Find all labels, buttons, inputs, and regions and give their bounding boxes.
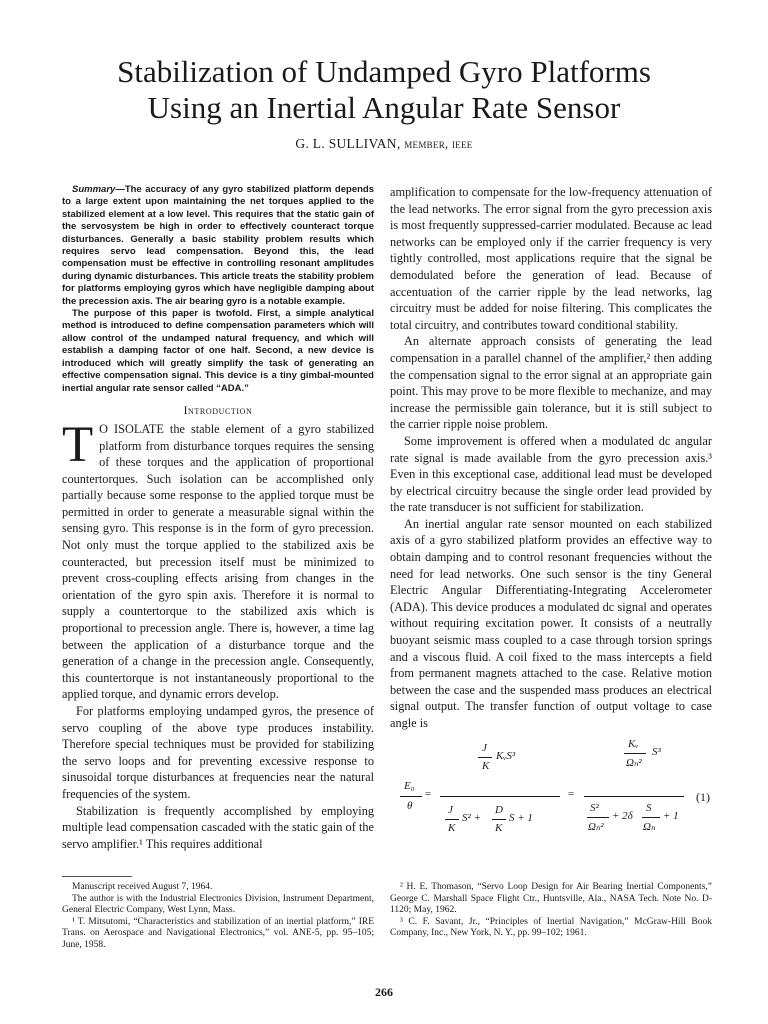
summary-paragraph-2: The purpose of this paper is twofold. First, a simple analytical method is introduced to define compensation parameters which will allow control of the undamped natural frequency, and which will establish a damping factor of one half. Second, a new device is introduced which will greatly simplify the task of generating an effective compensation signal. This device is a tiny gimbal-mounted inertial angular rate sensor called “ADA.” <box>62 308 374 394</box>
eq-mid-den-tail: S + 1 <box>509 811 533 824</box>
eq-mid-num-j: J <box>482 741 487 754</box>
paper-title <box>40 54 728 126</box>
right-column <box>390 184 712 852</box>
eq-lhs-fraction-bar <box>400 796 422 797</box>
eq-right-den-bar-1 <box>587 817 609 818</box>
footnote-2: ² H. E. Thomason, “Servo Loop Design for Air Bearing Inertial Components,” George C. Marshall Space Flight Ctr., Huntsville, Ala., NASA Tech. Note No. D-1120; May, 1962. <box>390 882 712 916</box>
eq-right-den-s2: S² <box>590 801 599 814</box>
right-paragraph-1: amplification to compensate for the low-frequency attenuation of the lead networks. The error signal from the gyro precession axis is most frequently suppressed-carrier modulated. Because ac lead networks can be employed only if the carrier frequency is very tightly controlled, most applications require that the signal be demodulated before the generation of lead. Because of accentuation of the carrier ripple by the lead networks, lag circuitry must be added for noise filtering. This complicates the total circuitry, and contributes toward conditional stability. <box>390 185 712 332</box>
author-line <box>40 136 728 152</box>
right-column-body <box>390 184 712 732</box>
author-name: G. L. SULLIVAN, <box>295 136 401 151</box>
title-line-2: Using an Inertial Angular Rate Sensor <box>147 90 621 125</box>
drop-cap: T <box>62 416 94 473</box>
eq-right-num-kv: Kᵥ <box>628 737 639 750</box>
eq-right-den-s: S <box>646 801 652 814</box>
eq-mid-den-bar-2 <box>492 819 506 820</box>
introduction-body <box>62 416 374 852</box>
footnote-author: The author is with the Industrial Electronics Division, Instrument Department, General Electric Company, West Lynn, Mass. <box>62 893 374 916</box>
eq-lhs-denominator: θ <box>407 799 413 812</box>
summary-paragraph-1: —The accuracy of any gyro stabilized platform depends to a large extent upon maintaining the net torques applied to the stabilized element at a low level. This requires that the static gain of the servosystem be high in order to effectively counteract torque disturbances. Generally a basic stability problem results which requires servo lead compensation. Beyond this, the lead compensation must be effective in controlling resonant amplitudes during dynamic disturbances. This article treats the stability problem for platforms employing gyros which have negligible damping about the precession axis. The air bearing gyro is a notable example. <box>62 184 374 307</box>
eq-right-fraction-bar <box>584 796 684 797</box>
summary-abstract <box>62 184 374 395</box>
intro-paragraph-2: For platforms employing undamped gyros, the presence of servo coupling of the above type produces instability. Therefore special techniques must be provided for stabilizing the servo loops and for preventing excessive response to sinusoidal torque disturbances at frequencies near the natural frequencies of the system. <box>62 704 374 801</box>
left-column <box>62 184 374 852</box>
eq-mid-num-bar <box>478 757 492 758</box>
eq-mid-num-k: K <box>482 759 490 772</box>
eq-mid-den-s2: S² + <box>462 811 481 824</box>
eq-mid-den-k2: K <box>495 821 503 834</box>
eq-right-num-bar <box>624 753 646 754</box>
eq-lhs-numerator: E₀ <box>404 779 415 792</box>
eq-mid-fraction-bar <box>440 796 560 797</box>
right-paragraph-4: An inertial angular rate sensor mounted on each stabilized axis of a gyro stabilized platform provides an effective way to obtain damping and to control resonant frequencies without the need for lead networks. One such sensor is the tiny General Electric Angular Differentiating-Integrating Accelerometer (ADA). This device produces a modulated dc signal and operates without requiring excitation power. It consists of a neutrally buoyant seismic mass coupled to a case through torsion springs and a viscous fluid. A coil fixed to the mass intercepts a field from permanent magnets attached to the case. Relative motion between the case and the suspended mass produces an electrical signal output. The transfer function of output voltage to case angle is <box>390 516 712 730</box>
footnote-manuscript: Manuscript received August 7, 1964. <box>72 882 213 892</box>
eq-mid-den-j: J <box>448 803 453 816</box>
eq-equals-1: = <box>425 787 432 800</box>
footnotes-left <box>62 882 374 952</box>
footnote-3: ³ C. F. Savant, Jr., “Principles of Inertial Navigation,” McGraw-Hill Book Company, Inc., New York, N. Y., pp. 99–102; 1961. <box>390 916 712 939</box>
right-paragraph-3: Some improvement is offered when a modulated dc angular rate signal is made available from the gyro precession axis.³ Even in this exceptional case, additional lead must be developed by electrical circuitry because the single order lead provided by the rate transducer is not sufficient for stabilization. <box>390 433 712 515</box>
intro-paragraph-3: Stabilization is frequently accomplished by employing multiple lead compensation cascaded with the static gain of the servo amplifier.¹ This requires additional <box>62 803 374 851</box>
eq-mid-num-kv: KᵥS³ <box>496 749 516 762</box>
eq-right-den-two-delta: + 2δ <box>612 809 633 822</box>
eq-right-num-omega: Ωₙ² <box>626 756 642 769</box>
summary-label: Summary <box>72 184 116 195</box>
eq-mid-den-d: D <box>495 803 503 816</box>
equation-1 <box>390 736 712 852</box>
right-paragraph-2: An alternate approach consists of generating the lead compensation in a parallel channel of the amplifier,² then adding the compensation signal to the error signal at an appropriate gain point. This may prove to be more flexible to mechanize, and may increase the permissible gain tolerance, but it is still subject to the carrier ripple noise problem. <box>390 334 712 432</box>
footnote-1: ¹ T. Mitsutomi, “Characteristics and stabilization of an inertial platform,” IRE Trans. on Aerospace and Navigational Electronics,” vol. ANE-5, pp. 95–105; June, 1958. <box>62 916 374 950</box>
eq-equals-2: = <box>568 787 575 800</box>
title-line-1: Stabilization of Undamped Gyro Platforms <box>117 54 651 89</box>
author-membership: member, ieee <box>404 137 473 151</box>
eq-right-den-omega2: Ωₙ² <box>588 820 604 833</box>
eq-mid-den-k1: K <box>448 821 456 834</box>
eq-right-den-bar-2 <box>642 817 660 818</box>
eq-right-num-s3: S³ <box>652 745 661 758</box>
section-heading-introduction: Introduction <box>183 404 253 417</box>
page-number: 266 <box>375 985 393 999</box>
eq-mid-den-bar-1 <box>445 819 459 820</box>
footnote-divider <box>62 876 132 877</box>
eq-right-den-tail: + 1 <box>663 809 679 822</box>
intro-paragraph-1: O ISOLATE the stable element of a gyro stabilized platform from disturbance torques requires the sensing of these torques and the application of proportional countertorques. Such isolation can be accomplished only partially because some response to the applied torque must be permitted in order to generate a measurable signal within the sensing gyro. This response is in the form of gyro precession. Not only must the torque applied to the stabilized axis be counteracted, but precession itself must be minimized to prevent cross-coupling effects arising from changes in the orientation of the gyro spin axis. Therefore it is normal to supply a countertorque to the stabilized axis which is proportional to precession angle. There is, however, a time lag between the application of a disturbance torque and the generation of a change in the precession angle. Consequently, this countertorque is not instantaneously proportional to the applied torque, and dynamic errors develop. <box>62 421 374 702</box>
eq-right-den-omega: Ωₙ <box>643 820 656 833</box>
footnotes-right <box>390 882 712 940</box>
equation-number: (1) <box>696 789 710 804</box>
